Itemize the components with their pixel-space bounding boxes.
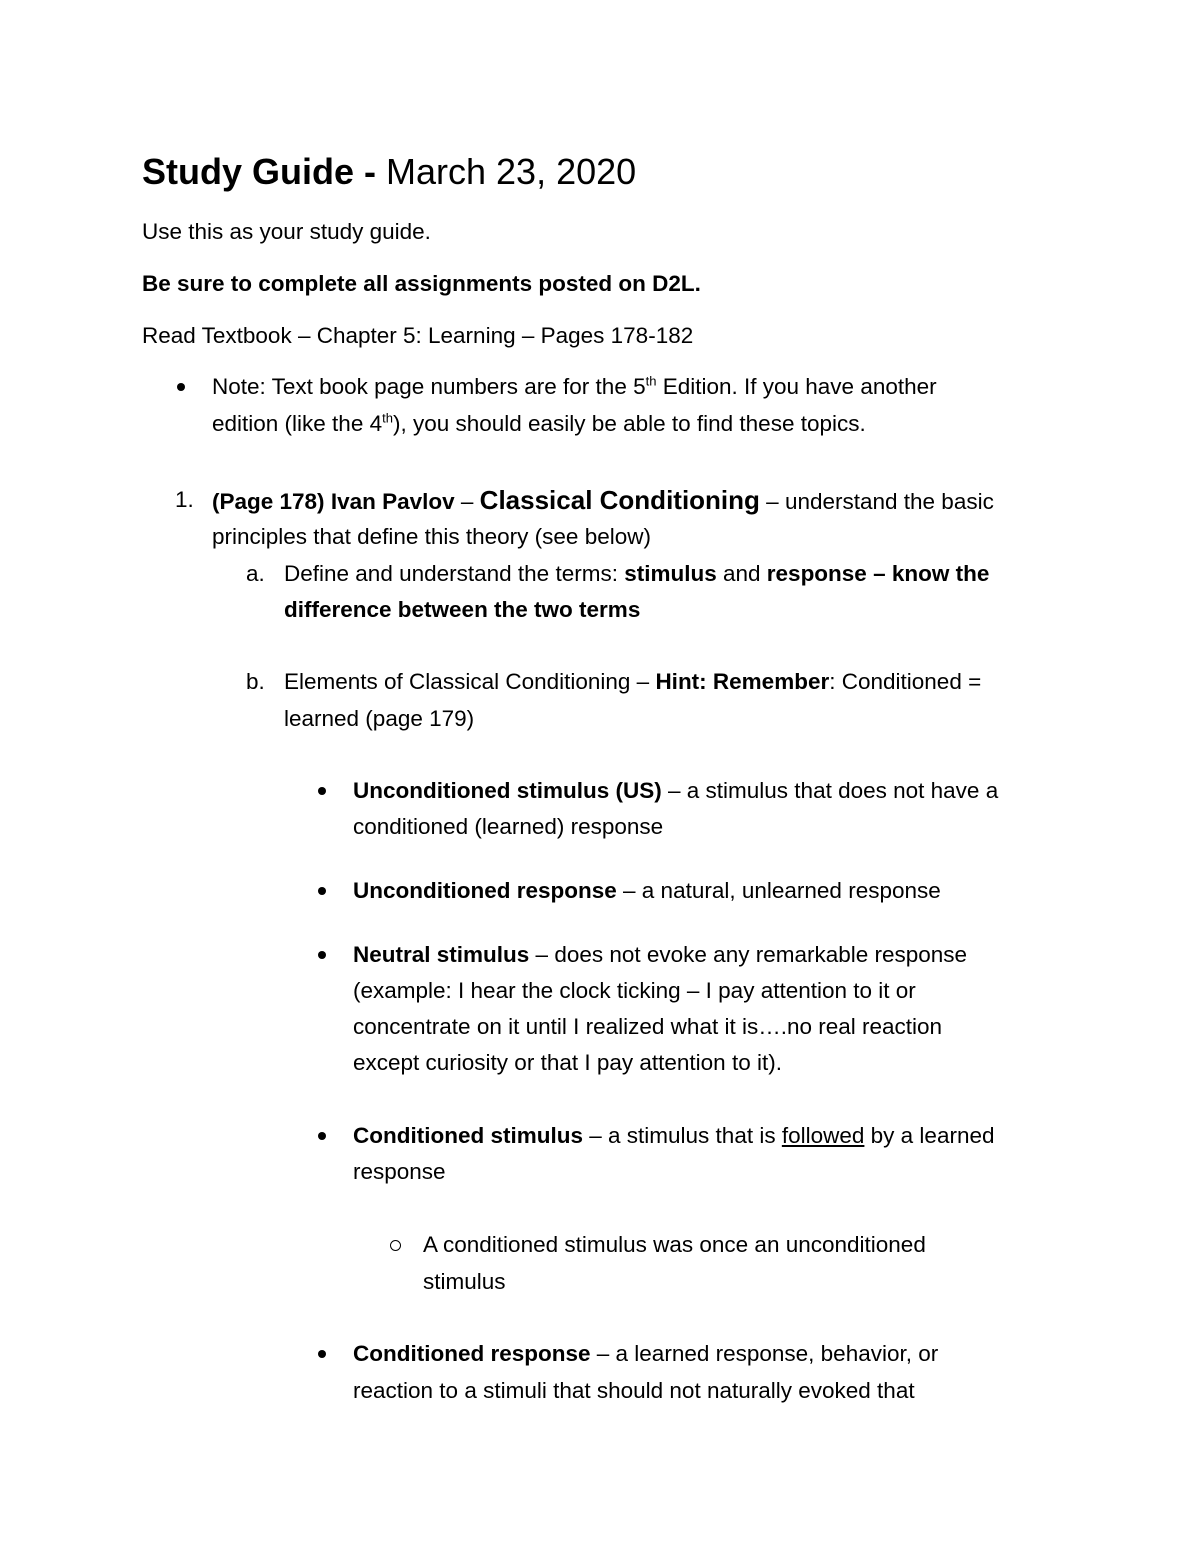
- item-a-line-2: difference between the two terms: [284, 597, 641, 622]
- item-b-text: Elements of Classical Conditioning –: [284, 669, 656, 694]
- note-line-1: [212, 369, 937, 405]
- bullet-dot: [318, 951, 326, 959]
- bullet-dot: [318, 887, 326, 895]
- term-stimulus: stimulus: [624, 561, 717, 586]
- title-main: Study Guide -: [142, 151, 376, 192]
- underlined-word: followed: [781, 1123, 865, 1148]
- cs-line-2: response: [353, 1159, 446, 1184]
- note-text: edition (like the 4: [212, 411, 383, 436]
- term: Conditioned response: [353, 1341, 591, 1366]
- ns-line-1: [353, 937, 967, 973]
- term-response: response – know the: [766, 561, 990, 586]
- list-number: 1.: [175, 487, 194, 512]
- item-a-text: Define and understand the terms:: [284, 561, 625, 586]
- definition: – a stimulus that does not have a: [661, 778, 999, 803]
- separator: –: [454, 489, 480, 514]
- definition: by a learned: [864, 1123, 995, 1148]
- term: Neutral stimulus: [353, 942, 530, 967]
- note-line-2: [212, 406, 866, 442]
- ns-line-2: (example: I hear the clock ticking – I pay attention to it or: [353, 978, 916, 1003]
- item1-text: – understand the basic: [759, 489, 994, 514]
- item1-line-1: [212, 482, 994, 520]
- cr-line-1: [353, 1336, 938, 1372]
- list-letter: a.: [246, 561, 265, 586]
- term: Unconditioned response: [353, 878, 617, 903]
- superscript: th: [645, 373, 657, 389]
- definition: – a natural, unlearned response: [616, 878, 941, 903]
- list-letter: b.: [246, 669, 265, 694]
- item-a-line-1: [284, 556, 989, 592]
- us-line-1: [353, 773, 998, 809]
- note-text: Edition. If you have another: [656, 374, 937, 399]
- cr-line-2: reaction to a stimuli that should not naturally evoked that: [353, 1378, 915, 1403]
- cs-sub-line-1: A conditioned stimulus was once an unconditioned: [423, 1232, 926, 1257]
- person-name: Ivan Pavlov: [324, 489, 455, 514]
- definition: – a learned response, behavior, or: [590, 1341, 939, 1366]
- item-b-text: : Conditioned =: [829, 669, 982, 694]
- term: Conditioned stimulus: [353, 1123, 583, 1148]
- cs-line-1: [353, 1118, 995, 1154]
- us-line-2: conditioned (learned) response: [353, 814, 664, 839]
- bullet-dot: [318, 1350, 326, 1358]
- item-b-line-1: [284, 664, 981, 700]
- sub-bullet-circle: [390, 1240, 401, 1251]
- bullet-dot: [177, 383, 185, 391]
- item1-line-2: principles that define this theory (see below): [212, 524, 651, 549]
- item-a-text: and: [716, 561, 767, 586]
- definition: – a stimulus that is: [583, 1123, 782, 1148]
- instruction-line: Be sure to complete all assignments posted on D2L.: [142, 271, 701, 296]
- page-ref: (Page 178): [212, 489, 325, 514]
- title-date: March 23, 2020: [376, 151, 637, 192]
- page-title: [142, 148, 636, 196]
- topic-heading: Classical Conditioning: [479, 485, 760, 515]
- ur-line-1: [353, 873, 941, 909]
- hint-label: Hint: Remember: [655, 669, 830, 694]
- reading-line: Read Textbook – Chapter 5: Learning – Pages 178-182: [142, 323, 694, 348]
- definition: – does not evoke any remarkable response: [529, 942, 968, 967]
- note-text: ), you should easily be able to find these topics.: [392, 411, 866, 436]
- ns-line-3: concentrate on it until I realized what it is….no real reaction: [353, 1014, 943, 1039]
- term: Unconditioned stimulus (US): [353, 778, 662, 803]
- superscript: th: [382, 410, 393, 426]
- ns-line-4: except curiosity or that I pay attention to it).: [353, 1050, 782, 1075]
- item-b-line-2: learned (page 179): [284, 706, 475, 731]
- cs-sub-line-2: stimulus: [423, 1269, 506, 1294]
- bullet-dot: [318, 787, 326, 795]
- intro-line: Use this as your study guide.: [142, 219, 431, 244]
- note-text: Note: Text book page numbers are for the 5: [212, 374, 646, 399]
- bullet-dot: [318, 1132, 326, 1140]
